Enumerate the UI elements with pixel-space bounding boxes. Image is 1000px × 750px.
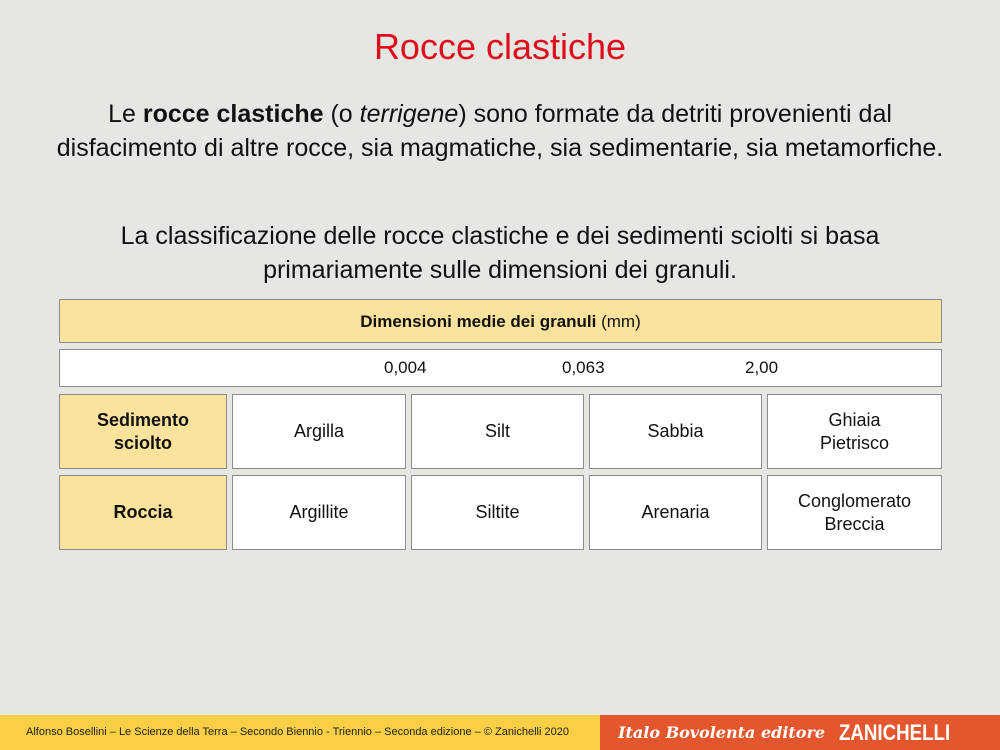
publisher-brand: [600, 715, 1000, 750]
table-cell-line: Conglomerato: [797, 490, 912, 511]
table-cell-sabbia: Sabbia: [589, 394, 762, 469]
grain-size-header-unit: (mm): [596, 311, 641, 331]
intro-text-c: (o: [323, 100, 360, 128]
grain-size-header: [59, 299, 942, 343]
table-cell-argilla: Argilla: [232, 394, 406, 469]
table-cell-argillite: Argillite: [232, 475, 406, 550]
intro-text-italic: terrigene: [359, 100, 459, 128]
threshold-value: 0,063: [562, 358, 605, 377]
intro-text-a: Le: [108, 100, 143, 128]
row-label-roccia: Roccia: [59, 475, 227, 550]
table-cell-silt: Silt: [411, 394, 584, 469]
classification-paragraph: La classificazione delle rocce clastiche e dei sedimenti sciolti si basa primariamente sulle dimensioni dei granuli.: [120, 222, 880, 284]
threshold-value: 2,00: [745, 358, 779, 377]
slide-title: Rocce clastiche: [373, 26, 627, 67]
grain-size-header-bold: Dimensioni medie dei granuli: [360, 311, 597, 331]
threshold-row: [59, 349, 942, 387]
zanichelli-logo: ZANICHELLI: [839, 719, 951, 745]
table-cell-ghiaia-pietrisco: [767, 394, 942, 469]
table-cell-line: Breccia: [824, 513, 885, 534]
table-cell-arenaria: Arenaria: [589, 475, 762, 550]
threshold-value: 0,004: [384, 358, 427, 377]
footer-bar: [0, 715, 1000, 750]
table-cell-siltite: Siltite: [411, 475, 584, 550]
table-cell-line: Ghiaia: [828, 409, 881, 430]
intro-paragraph: [40, 97, 960, 165]
row-label-sedimento-sciolto: Sedimento sciolto: [59, 394, 227, 469]
footer-credit: Alfonso Bosellini – Le Scienze della Terra – Secondo Biennio - Triennio – Seconda edizione – © Zanichelli 2020: [26, 726, 569, 738]
intro-text-e: ) sono formate da detriti provenienti dal disfacimento di altre rocce, sia magmatiche, sia sedimentarie, sia metamorfiche.: [56, 100, 944, 162]
table-cell-line: Pietrisco: [819, 432, 890, 453]
intro-text-bold: rocce clastiche: [142, 100, 324, 128]
table-cell-conglomerato-breccia: [767, 475, 942, 550]
editor-logo: Italo Bovolenta editore: [618, 723, 826, 742]
